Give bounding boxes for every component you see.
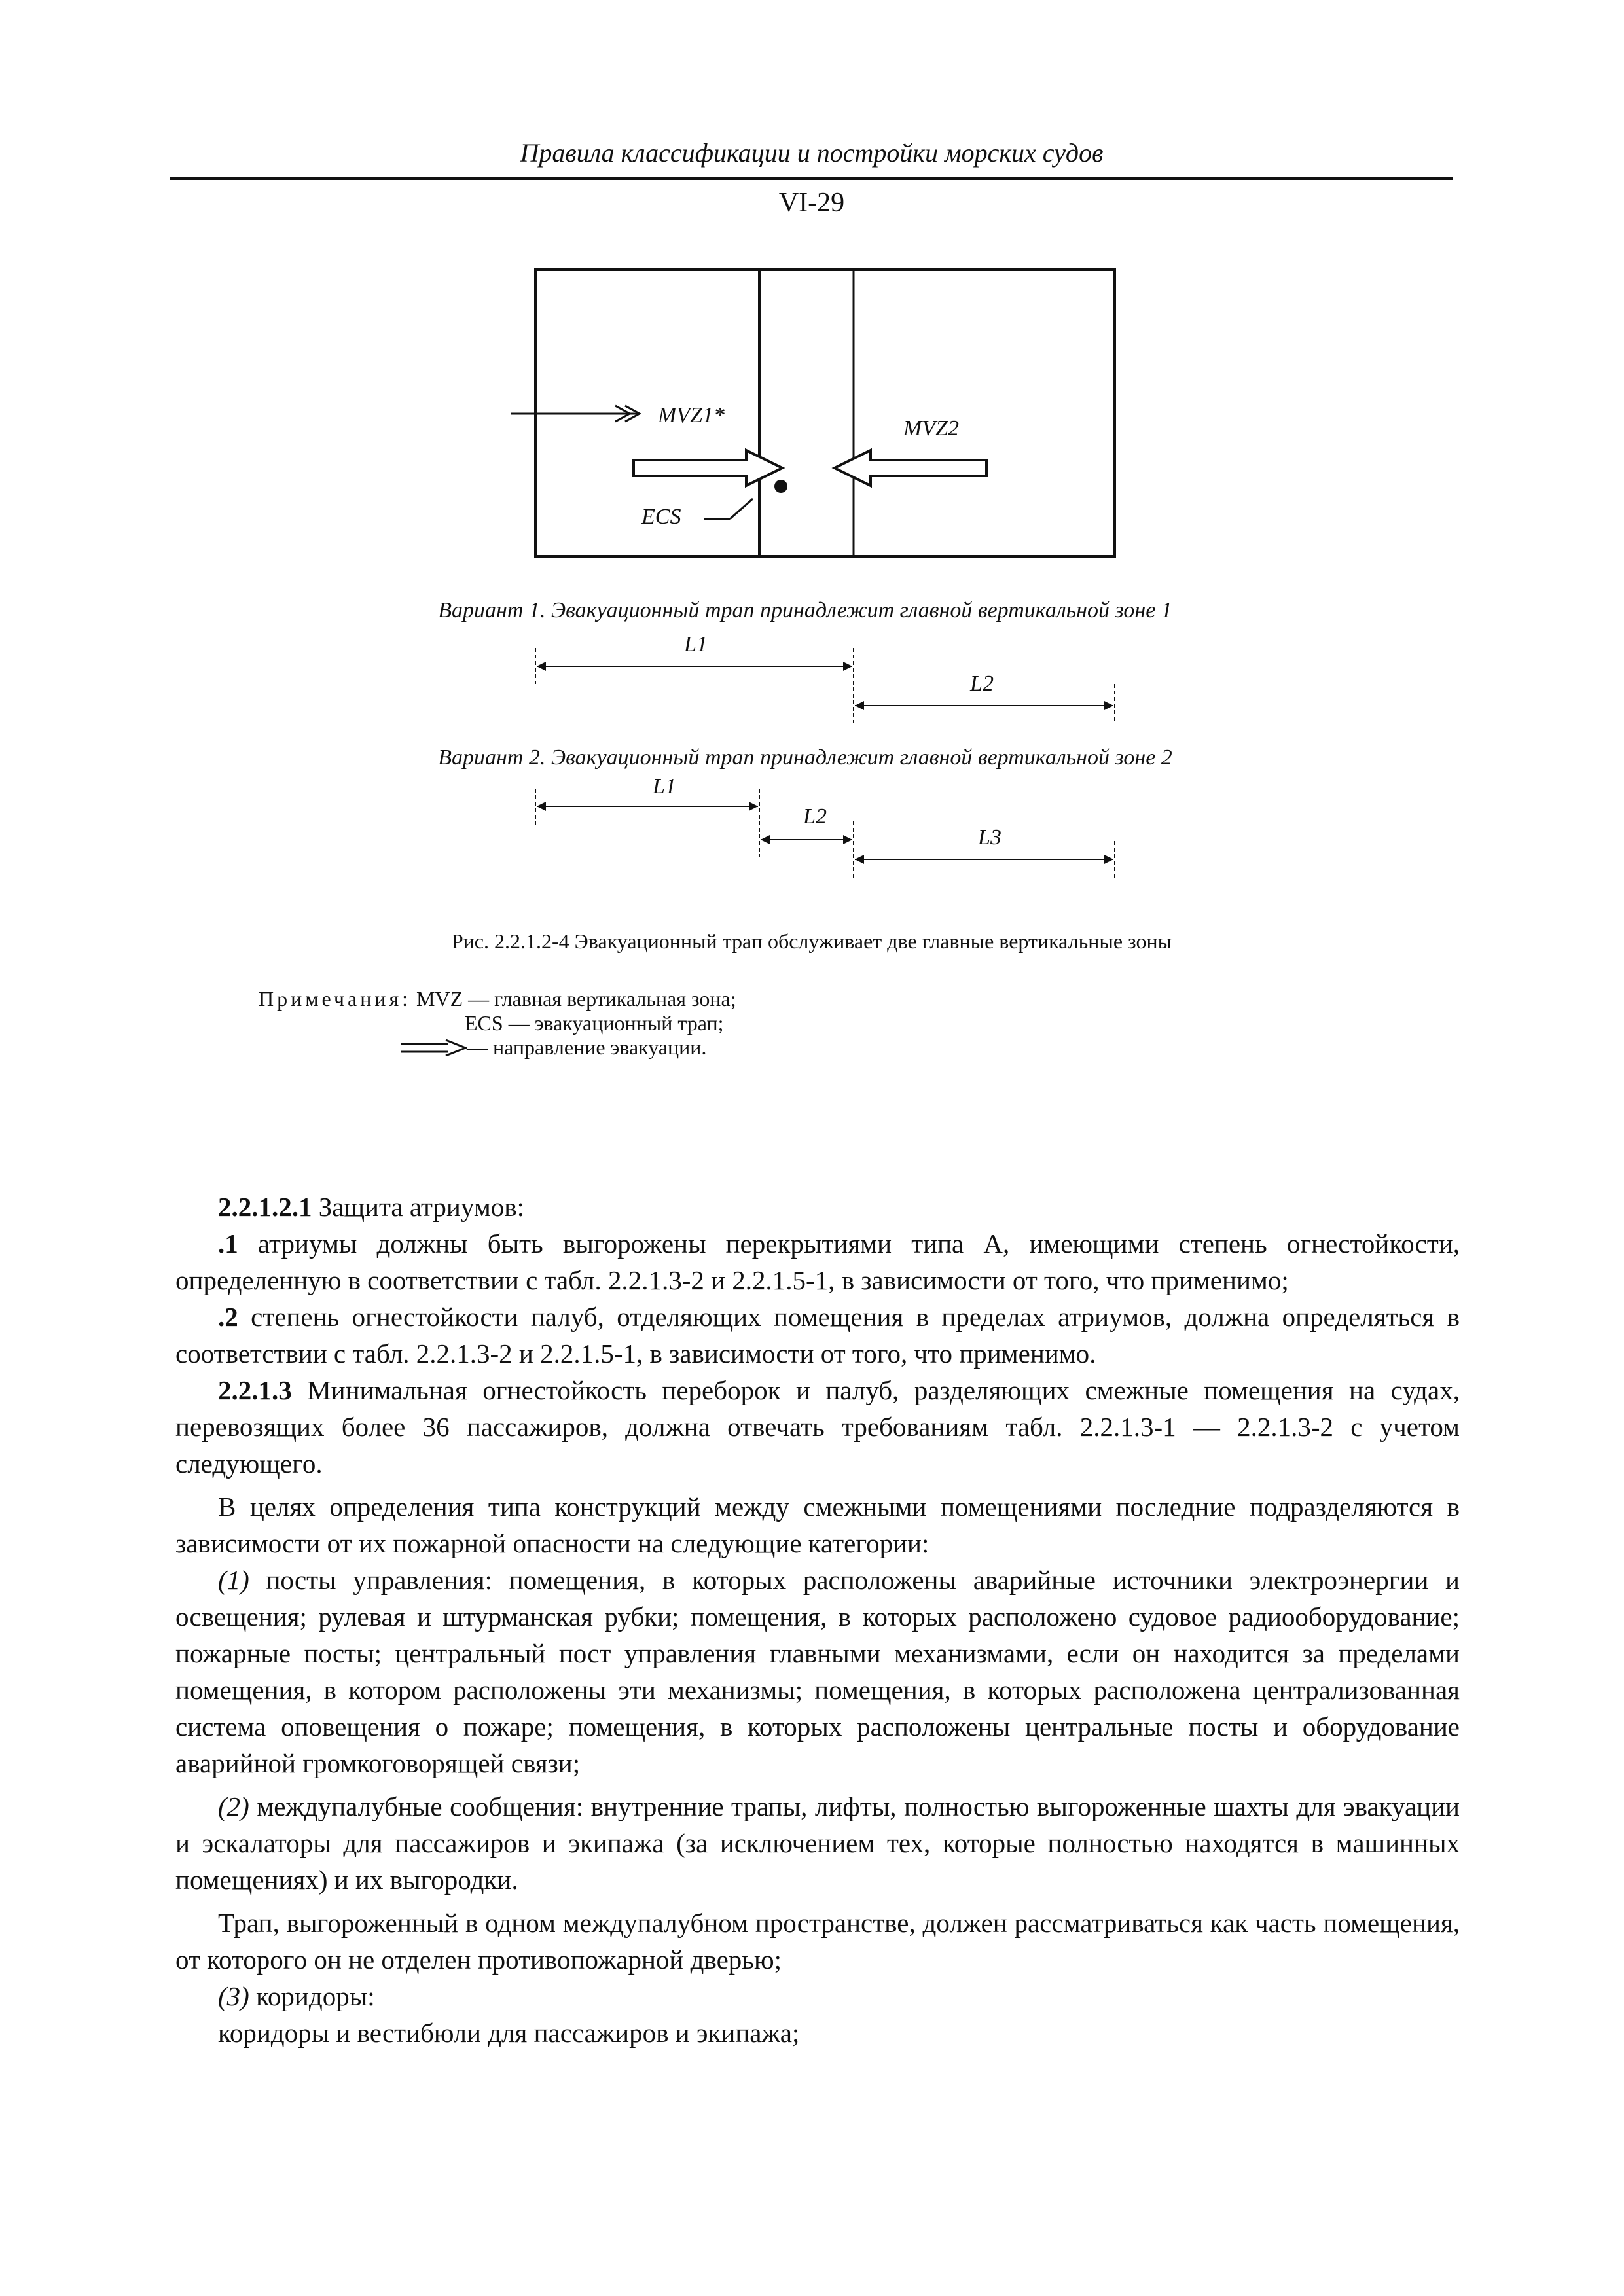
- paragraph-category-2: (2) междупалубные сообщения: внутренние трапы, лифты, полностью выгороженные шахты для эвакуации и эскалаторы для пассажиров и экипажа (за исключением тех, которые полностью находятся в машинных помещениях) и их выгородки.: [175, 1791, 1460, 1895]
- evacuation-arrow-left-icon: [835, 450, 986, 486]
- running-header: Правила классификации и постройки морских судов: [520, 138, 1104, 168]
- zone1-label: MVZ1*: [658, 403, 725, 427]
- paragraph-2-2-1-2-1: 2.2.1.2.1 Защита атриумов:: [218, 1192, 525, 1222]
- paragraph-corridors: коридоры и вестибюли для пассажиров и экипажа;: [218, 2018, 800, 2048]
- entry-arrow-icon: [511, 406, 640, 422]
- page-number: VI-29: [778, 188, 845, 218]
- notes-line-1: MVZ — главная вертикальная зона;: [416, 987, 736, 1011]
- variant2-l3-label: L3: [978, 825, 1001, 850]
- notes-row-2: [259, 1011, 736, 1035]
- variant1-l2-label: L2: [970, 672, 994, 696]
- notes-heading: Примечания:: [259, 987, 412, 1011]
- paragraph-stair-note: Трап, выгороженный в одном междупалубном пространстве, должен рассматриваться как часть помещения, от которого он не отделен противопожарной дверью;: [175, 1908, 1460, 1975]
- notes-row-1: [259, 987, 736, 1011]
- evacuation-arrow-right-icon: [634, 450, 782, 486]
- body-text: [175, 1189, 1460, 2051]
- paragraph-category-3: (3) коридоры:: [218, 1981, 375, 2011]
- variant2-l2-label: L2: [803, 804, 827, 829]
- notes-line-3: — направление эвакуации.: [467, 1035, 707, 1059]
- figure-caption: Рис. 2.2.1.2-4 Эвакуационный трап обслуживает две главные вертикальные зоны: [451, 929, 1172, 953]
- ecs-leader-line-diagonal: [730, 499, 753, 519]
- ecs-point-icon: [774, 480, 787, 493]
- zone2-label: MVZ2: [903, 416, 959, 440]
- paragraph-categories-intro: В целях определения типа конструкций между смежными помещениями последние подразделяются в зависимости от их пожарной опасности на следующие категории:: [175, 1492, 1460, 1558]
- notes-line-2: ECS — эвакуационный трап;: [465, 1011, 724, 1035]
- variant1-title: Вариант 1. Эвакуационный трап принадлежит главной вертикальной зоне 1: [438, 598, 1172, 622]
- figure-notes: [259, 987, 736, 1060]
- ecs-label: ECS: [641, 505, 681, 529]
- paragraph-item-1: .1 атриумы должны быть выгорожены перекрытиями типа А, имеющими степень огнестойкости, определенную в соответствии с табл. 2.2.1.3-2 и 2.2.1.5-1, в зависимости от того, что применимо;: [175, 1229, 1460, 1295]
- paragraph-2-2-1-3: 2.2.1.3 Минимальная огнестойкость переборок и палуб, разделяющих смежные помещения на судах, перевозящих более 36 пассажиров, должна отвечать требованиям табл. 2.2.1.3-1 — 2.2.1.3-2 с учетом следующего.: [175, 1375, 1460, 1479]
- paragraph-category-1: (1) посты управления: помещения, в которых расположены аварийные источники электроэнергии и освещения; рулевая и штурманская рубки; помещения, в которых расположено судовое радиооборудование; пожарные посты; центральный пост управления главными механизмами, если он находится за пределами помещения, в котором расположены эти механизмы; помещения, в которых расположена централизованная система оповещения о пожаре; помещения, в которых расположены центральные посты и оборудование аварийной громкоговорящей связи;: [175, 1565, 1460, 1778]
- variant2-title: Вариант 2. Эвакуационный трап принадлежит главной вертикальной зоне 2: [438, 745, 1172, 770]
- evacuation-direction-icon: [401, 1039, 467, 1056]
- notes-row-3: [259, 1035, 736, 1060]
- paragraph-item-2: .2 степень огнестойкости палуб, отделяющих помещения в пределах атриумов, должна определяться в соответствии с табл. 2.2.1.3-2 и 2.2.1.5-1, в зависимости от того, что применимо.: [175, 1302, 1460, 1369]
- variant1-l1-label: L1: [684, 632, 708, 656]
- variant2-l1-label: L1: [653, 774, 676, 798]
